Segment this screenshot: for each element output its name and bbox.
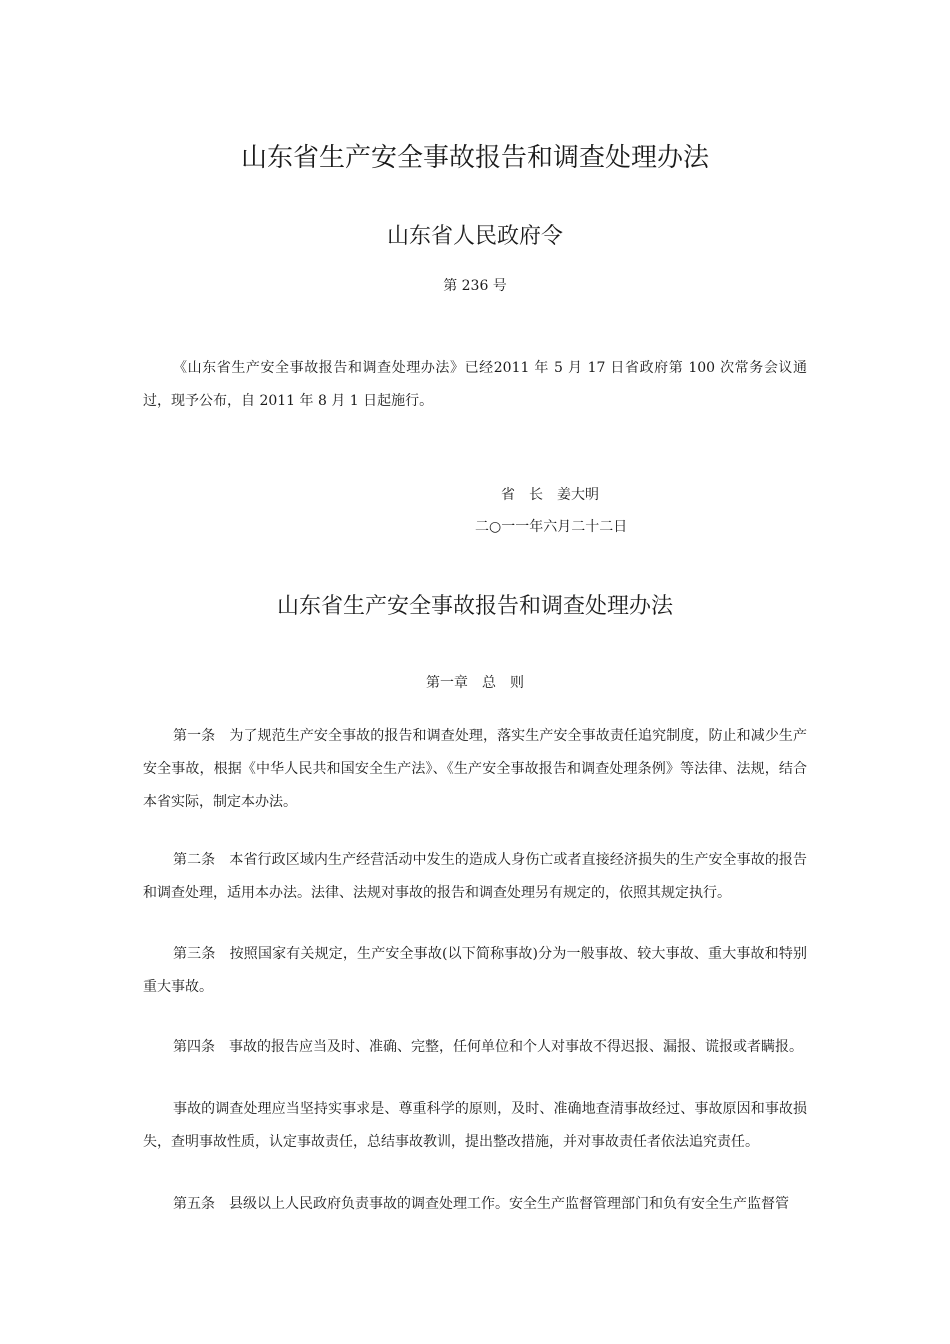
signature-date: 二○一一年六月二十二日 bbox=[475, 519, 628, 535]
article-paragraph: 第三条 按照国家有关规定，生产安全事故(以下简称事故)分为一般事故、较大事故、重大事故和特别重大事故。 bbox=[143, 946, 807, 995]
article-paragraph: 第四条 事故的报告应当及时、准确、完整，任何单位和个人对事故不得迟报、漏报、谎报或者瞒报。 bbox=[173, 1039, 803, 1055]
preamble-paragraph: 《山东省生产安全事故报告和调查处理办法》已经2011 年 5 月 17 日省政府第 100 次常务会议通过，现予公布，自 2011 年 8 月 1 日起施行。 bbox=[143, 360, 807, 409]
article-paragraph: 第一条 为了规范生产安全事故的报告和调查处理，落实生产安全事故责任追究制度，防止和减少生产安全事故，根据《中华人民共和国安全生产法》、《生产安全事故报告和调查处理条例》等法律、法规，结合本省实际，制定本办法。 bbox=[143, 728, 807, 810]
decree-number: 第 236 号 bbox=[443, 278, 507, 294]
signatory: 省 长 姜大明 bbox=[501, 487, 599, 503]
article-paragraph: 事故的调查处理应当坚持实事求是、尊重科学的原则，及时、准确地查清事故经过、事故原因和事故损失，查明事故性质，认定事故责任，总结事故教训，提出整改措施，并对事故责任者依法追究责任。 bbox=[143, 1101, 807, 1150]
article-paragraph: 第五条 县级以上人民政府负责事故的调查处理工作。安全生产监督管理部门和负有安全生产监督管 bbox=[173, 1196, 789, 1212]
body-title: 山东省生产安全事故报告和调查处理办法 bbox=[276, 594, 673, 619]
document-title: 山东省生产安全事故报告和调查处理办法 bbox=[240, 143, 709, 173]
chapter-heading: 第一章 总 则 bbox=[426, 675, 524, 691]
article-paragraph: 第二条 本省行政区域内生产经营活动中发生的造成人身伤亡或者直接经济损失的生产安全事故的报告和调查处理，适用本办法。法律、法规对事故的报告和调查处理另有规定的，依照其规定执行。 bbox=[143, 852, 807, 901]
decree-issuer: 山东省人民政府令 bbox=[386, 224, 563, 249]
